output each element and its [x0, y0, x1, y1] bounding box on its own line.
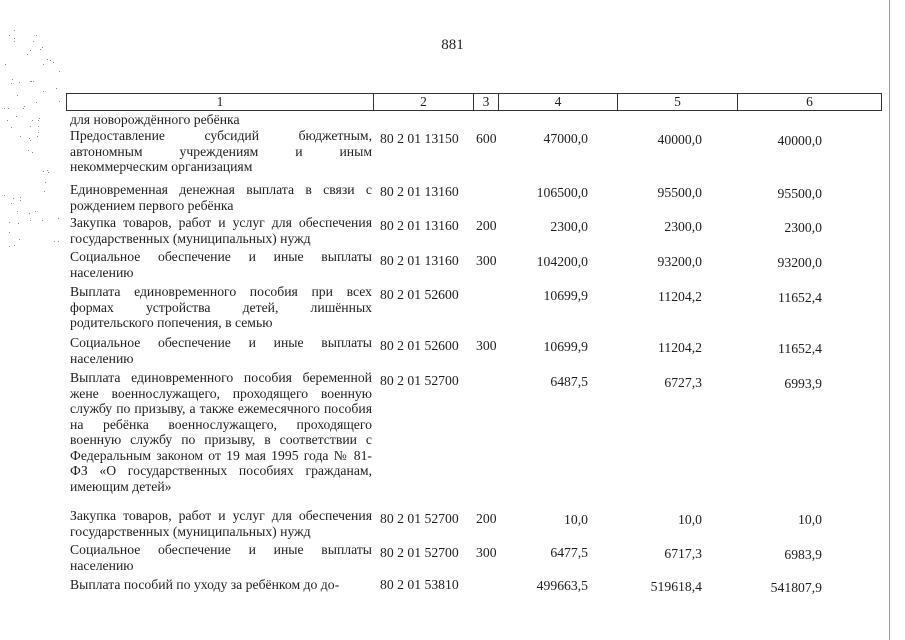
- row-code: 80 2 01 52600: [380, 338, 459, 353]
- row-expense-type: 200: [476, 218, 497, 233]
- row-value-col6: 541807,9: [770, 580, 822, 595]
- row-value-col5: 10,0: [678, 512, 702, 527]
- row-value-col6: 10,0: [798, 512, 822, 527]
- row-name: Выплата единовременного пособия беременной жене военнослужащего, проходящего военную службу по призыву, а также ежемесячного пособия на ребёнка военнослужащего, проходящего военную службу по призыву, в соответствии с Федеральным законом от 19 мая 1995 года № 81-ФЗ «О государственных пособиях гражданам, имеющим детей»: [70, 370, 372, 494]
- header-col-3: 3: [473, 94, 498, 110]
- row-value-col6: 6983,9: [784, 547, 822, 562]
- row-name: Предоставление субсидий бюджетным, автономным учреждениям и иным некоммерческим организациям: [70, 128, 372, 174]
- row-value-col4: 104200,0: [536, 254, 588, 269]
- row-value-col4: 2300,0: [550, 219, 588, 234]
- row-code: 80 2 01 52700: [380, 373, 459, 388]
- row-name: Социальное обеспечение и иные выплаты населению: [70, 542, 372, 573]
- page-edge-line: [889, 0, 890, 640]
- row-name: Социальное обеспечение и иные выплаты населению: [70, 335, 372, 366]
- header-col-6: 6: [737, 94, 881, 110]
- row-name: Закупка товаров, работ и услуг для обеспечения государственных (муниципальных) нужд: [70, 508, 372, 539]
- row-value-col6: 95500,0: [777, 186, 822, 201]
- row-value-col5: 93200,0: [657, 254, 702, 269]
- row-value-col4: 10699,9: [543, 288, 588, 303]
- row-code: 80 2 01 52600: [380, 287, 459, 302]
- row-code: 80 2 01 52700: [380, 511, 459, 526]
- row-code: 80 2 01 53810: [380, 577, 459, 592]
- row-name: Единовременная денежная выплата в связи с рождением первого ребёнка: [70, 182, 372, 213]
- row-name: Социальное обеспечение и иные выплаты населению: [70, 249, 372, 280]
- row-expense-type: 300: [476, 253, 497, 268]
- row-value-col6: 6993,9: [784, 376, 822, 391]
- row-value-col6: 11652,4: [778, 290, 822, 305]
- row-value-col4: 6487,5: [550, 374, 588, 389]
- table-header: [66, 93, 882, 111]
- header-col-4: 4: [498, 94, 617, 110]
- row-value-col4: 106500,0: [536, 185, 588, 200]
- row-value-col6: 40000,0: [777, 133, 822, 148]
- row-code: 80 2 01 13150: [380, 131, 459, 146]
- scan-noise: [4, 30, 64, 250]
- row-value-col5: 40000,0: [657, 132, 702, 147]
- page-number: 881: [441, 37, 464, 53]
- row-value-col5: 519618,4: [650, 579, 702, 594]
- row-value-col5: 6727,3: [664, 375, 702, 390]
- row-code: 80 2 01 13160: [380, 184, 459, 199]
- row-name: для новорождённого ребёнка: [70, 112, 240, 127]
- row-name: Закупка товаров, работ и услуг для обеспечения государственных (муниципальных) нужд: [70, 215, 372, 246]
- row-expense-type: 200: [476, 511, 497, 526]
- row-value-col4: 6477,5: [550, 545, 588, 560]
- row-value-col4: 10,0: [564, 512, 588, 527]
- row-value-col4: 499663,5: [536, 578, 588, 593]
- row-value-col4: 10699,9: [543, 339, 588, 354]
- row-value-col6: 2300,0: [784, 220, 822, 235]
- row-name: Выплата пособий по уходу за ребёнком до до-: [70, 577, 340, 592]
- row-value-col5: 2300,0: [664, 219, 702, 234]
- header-col-2: 2: [373, 94, 473, 110]
- row-code: 80 2 01 52700: [380, 545, 459, 560]
- row-value-col4: 47000,0: [543, 131, 588, 146]
- row-expense-type: 600: [476, 131, 497, 146]
- row-value-col5: 11204,2: [658, 289, 702, 304]
- row-expense-type: 300: [476, 338, 497, 353]
- row-value-col6: 93200,0: [777, 255, 822, 270]
- row-value-col5: 11204,2: [658, 340, 702, 355]
- header-col-1: 1: [216, 94, 224, 109]
- row-value-col6: 11652,4: [778, 341, 822, 356]
- row-value-col5: 6717,3: [664, 546, 702, 561]
- header-col-5: 5: [617, 94, 737, 110]
- row-code: 80 2 01 13160: [380, 218, 459, 233]
- row-value-col5: 95500,0: [657, 185, 702, 200]
- row-expense-type: 300: [476, 545, 497, 560]
- row-code: 80 2 01 13160: [380, 253, 459, 268]
- row-name: Выплата единовременного пособия при всех формах устройства детей, лишённых родительского попечения, в семью: [70, 284, 372, 330]
